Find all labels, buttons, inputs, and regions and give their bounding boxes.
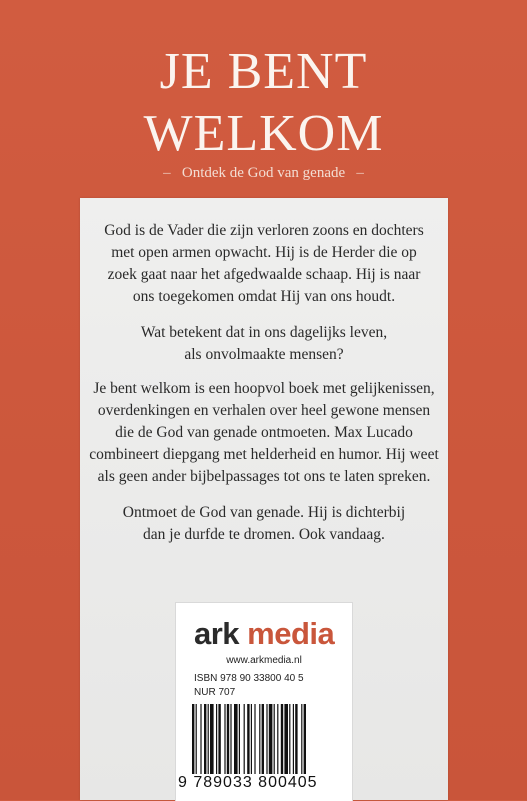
blurb-paragraph-2 [80,322,448,366]
barcode-icon [192,704,340,774]
blurb-line: Je bent welkom is een hoopvol boek met gelijkenissen, [93,380,435,397]
logo-media-word: media [247,616,335,651]
book-subtitle [0,165,527,182]
blurb-paragraph-3 [80,378,448,488]
blurb-line: als geen ander bijbelpassages tot ons te laten spreken. [97,468,431,485]
blurb-line: combineert diepgang met helderheid en humor. Hij weet [89,446,439,463]
blurb-line: die de God van genade ontmoeten. Max Lucado [115,424,413,441]
blurb-line: Wat betekent dat in ons dagelijks leven, [140,324,388,341]
blurb-line: als onvolmaakte mensen? [184,346,344,363]
nur-text: NUR 707 [194,687,236,698]
blurb-line: ons toegekomen omdat Hij van ons houdt. [132,288,396,305]
isbn-text: ISBN 978 90 33800 40 5 [194,673,304,684]
book-title-line-2: WELKOM [143,105,384,162]
blurb-line: met open armen opwacht. Hij is de Herder die op [111,244,417,261]
subtitle-text: Ontdek de God van genade [181,165,346,181]
publisher-label [175,602,353,801]
subtitle-dash-right: – [356,165,364,181]
logo-ark-word: ark [194,616,240,651]
blurb-paragraph-4 [80,502,448,546]
blurb-paragraph-1 [80,220,448,308]
blurb-line: Ontmoet de God van genade. Hij is dichterbij [122,504,406,521]
subtitle-dash-left: – [163,165,171,181]
ark-media-logo [194,617,334,651]
blurb-line: dan je durfde te dromen. Ook vandaag. [143,526,385,543]
blurb-line: zoek gaat naar het afgedwaalde schaap. Hij is naar [107,266,421,283]
blurb-line: overdenkingen en verhalen over heel gewone mensen [97,402,431,419]
publisher-url: www.arkmedia.nl [226,655,302,666]
barcode-number: 9 789033 800405 [178,774,318,791]
blurb-line: God is de Vader die zijn verloren zoons en dochters [104,222,424,239]
book-title-line-1: JE BENT [159,43,368,100]
